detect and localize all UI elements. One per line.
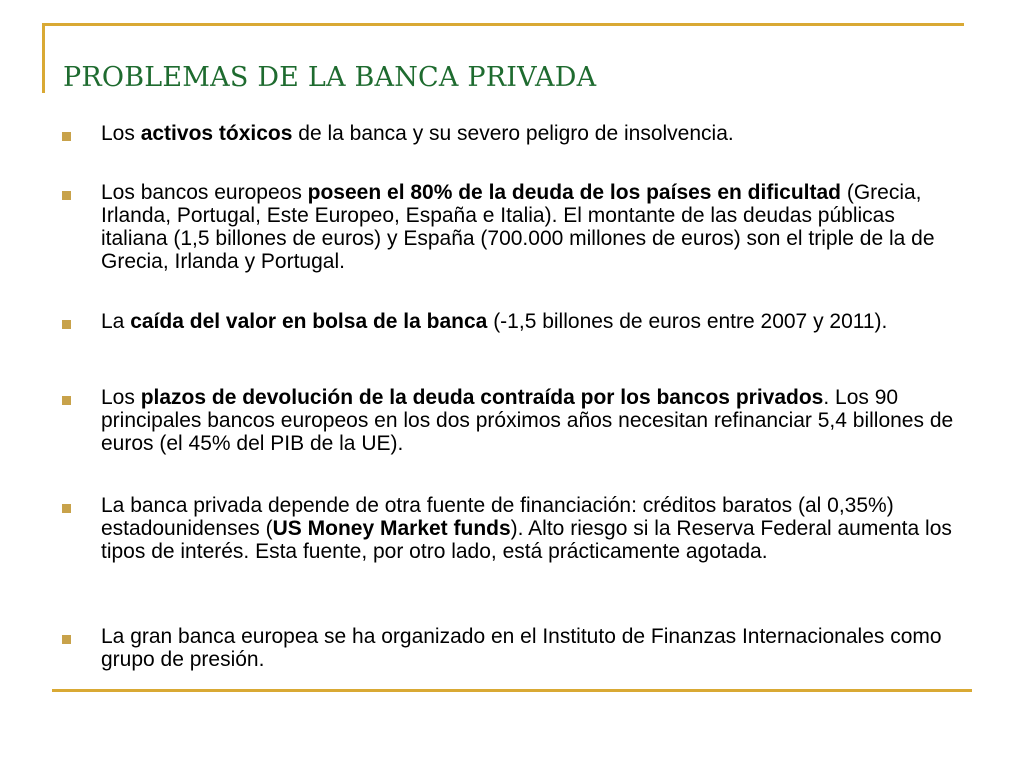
bottom-rule — [52, 689, 972, 692]
bullet-segment: La — [101, 310, 131, 333]
bullet-segment: Los bancos europeos — [101, 181, 308, 204]
bullet-text — [101, 181, 963, 273]
square-bullet-icon — [62, 635, 71, 644]
bullet-segment: La banca privada depende de otra fuente de financiación: créditos baratos (al 0,35%) estadounidenses ( — [101, 494, 894, 540]
bullet-segment-bold: caída del valor en bolsa de la banca — [130, 310, 488, 333]
square-bullet-icon — [62, 132, 71, 141]
square-bullet-icon — [62, 504, 71, 513]
bullet-text — [101, 310, 963, 333]
bullet-segment: . Los 90 principales bancos europeos en los dos próximos años necesitan refinanciar 5,4 billones de euros (el 45% del PIB de la UE). — [101, 386, 954, 455]
bullet-text — [101, 625, 963, 671]
left-rule — [42, 23, 45, 93]
bullet-segment-bold: activos tóxicos — [140, 122, 293, 145]
square-bullet-icon — [62, 396, 71, 405]
square-bullet-icon — [62, 320, 71, 329]
bullet-segment: Los — [101, 122, 141, 145]
bullet-segment: ). Alto riesgo si la Reserva Federal aumenta los tipos de interés. Esta fuente, por otro lado, está prácticamente agotada. — [101, 517, 952, 563]
bullet-segment: de la banca y su severo peligro de insolvencia. — [292, 122, 734, 145]
slide-title: PROBLEMAS DE LA BANCA PRIVADA — [63, 62, 597, 93]
bullet-segment-bold: poseen el 80% de la deuda de los países en dificultad — [307, 181, 841, 204]
bullet-segment: Los — [101, 386, 141, 409]
bullet-segment: (Grecia, Irlanda, Portugal, Este Europeo, España e Italia). El montante de las deudas públicas italiana (1,5 billones de euros) y España (700.000 millones de euros) son el triple de la de Grecia, Irlanda y Portugal. — [101, 181, 935, 273]
bullet-segment: (-1,5 billones de euros entre 2007 y 2011). — [487, 310, 888, 333]
bullet-segment: La gran banca europea se ha organizado en el Instituto de Finanzas Internacionales como grupo de presión. — [101, 625, 942, 671]
bullet-text — [101, 122, 963, 145]
bullet-text — [101, 386, 963, 455]
bullet-segment-bold: US Money Market funds — [272, 517, 511, 540]
square-bullet-icon — [62, 191, 71, 200]
top-rule — [42, 23, 964, 26]
bullet-segment-bold: plazos de devolución de la deuda contraída por los bancos privados — [140, 386, 824, 409]
bullet-text — [101, 494, 963, 563]
